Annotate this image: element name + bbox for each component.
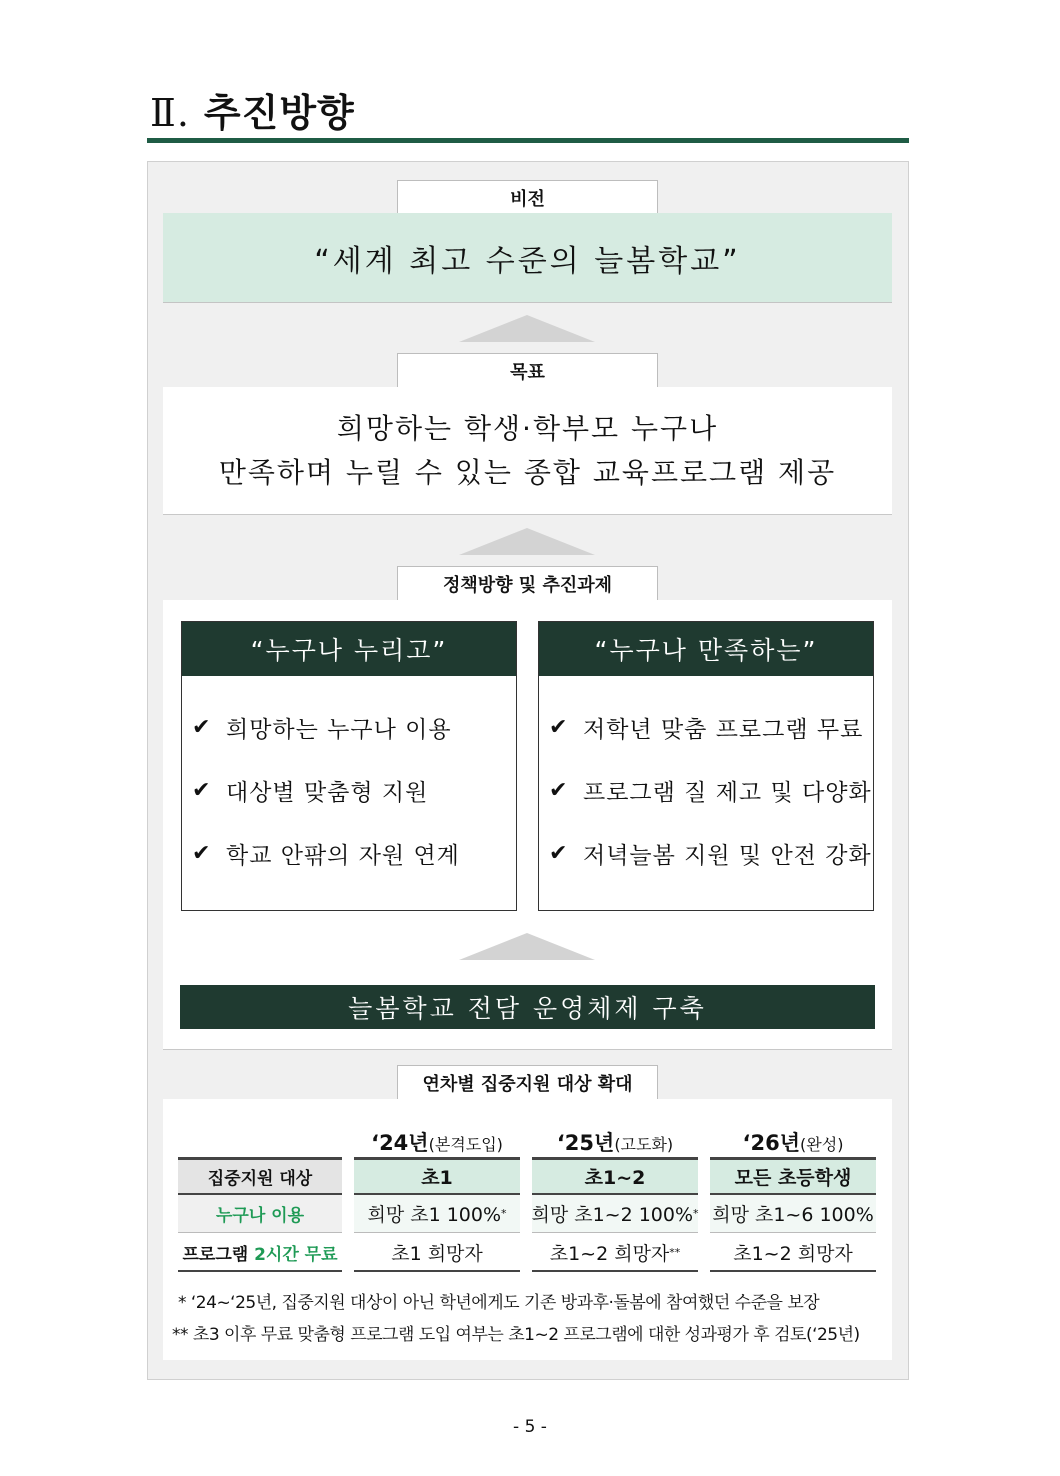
table-cell: 초1 — [354, 1157, 520, 1195]
table-cell: 초1 희망자 — [354, 1234, 520, 1272]
vision-text: “세계 최고 수준의 늘봄학교” — [314, 243, 741, 279]
title-underline — [147, 138, 909, 143]
goal-line-1: 희망하는 학생·학부모 누구나 — [336, 411, 719, 445]
list-item: ✔ 학교 안팎의 자원 연계 — [192, 841, 460, 869]
section-title — [150, 82, 355, 137]
goal-line-2: 만족하며 누릴 수 있는 종합 교육프로그램 제공 — [218, 455, 837, 489]
page-number: - 5 - — [513, 1417, 547, 1437]
check-icon: ✔ — [192, 778, 212, 803]
table-cell: 모든 초등학생 — [710, 1157, 876, 1195]
up-arrow-icon — [459, 933, 595, 960]
up-arrow-icon — [459, 528, 595, 555]
year-header: ‘25년(고도화) — [556, 1131, 674, 1155]
goal-band — [163, 387, 892, 515]
policy-box-right — [538, 621, 874, 911]
list-item: ✔ 프로그램 질 제고 및 다양화 — [549, 778, 872, 806]
table-cell: 희망 초1~2 100% * — [532, 1195, 698, 1233]
policy-tab: 정책방향 및 추진과제 — [397, 566, 658, 600]
vision-band — [163, 213, 892, 303]
up-arrow-icon — [459, 315, 595, 342]
table-cell: 초1~2 — [532, 1157, 698, 1195]
year-header: ‘24년(본격도입) — [371, 1131, 503, 1155]
table-cell: 초1~2 희망자 ** — [532, 1234, 698, 1272]
year-header: ‘26년(완성) — [742, 1131, 844, 1155]
row-label-target: 집중지원 대상 — [178, 1157, 342, 1195]
table-cell: 희망 초1~6 100% — [710, 1195, 876, 1233]
policy-box-left — [181, 621, 517, 911]
list-item: ✔ 희망하는 누구나 이용 — [192, 715, 452, 743]
check-icon: ✔ — [549, 778, 569, 803]
table-cell: 희망 초1 100% * — [354, 1195, 520, 1233]
policy-box-right-title: “누구나 만족하는” — [539, 622, 873, 676]
list-item: ✔ 대상별 맞춤형 지원 — [192, 778, 429, 806]
list-item: ✔ 저학년 맞춤 프로그램 무료 — [549, 715, 864, 743]
expansion-tab: 연차별 집중지원 대상 확대 — [397, 1065, 658, 1099]
foundation-text: 늘봄학교 전담 운영체제 구축 — [348, 994, 707, 1023]
table-cell: 초1~2 희망자 — [710, 1234, 876, 1272]
footnote-2: ** 초3 이후 무료 맞춤형 프로그램 도입 여부는 초1~2 프로그램에 대한 성과평가 후 검토(‘25년) — [172, 1325, 860, 1345]
vision-tab: 비전 — [397, 180, 658, 214]
section-number: Ⅱ. — [150, 91, 190, 135]
goal-tab: 목표 — [397, 353, 658, 387]
section-title-text: 추진방향 — [203, 91, 355, 135]
policy-box-left-title: “누구나 누리고” — [182, 622, 516, 676]
footnote-1: * ‘24~‘25년, 집중지원 대상이 아닌 학년에게도 기존 방과후·돌봄에 참여했던 수준을 보장 — [178, 1293, 820, 1313]
check-icon: ✔ — [549, 841, 569, 866]
row-label-anyone: 누구나 이용 — [178, 1195, 342, 1233]
check-icon: ✔ — [192, 715, 212, 740]
foundation-bar — [180, 985, 875, 1029]
list-item: ✔ 저녁늘봄 지원 및 안전 강화 — [549, 841, 872, 869]
row-label-free: 프로그램 2시간 무료 — [178, 1234, 342, 1272]
check-icon: ✔ — [549, 715, 569, 740]
check-icon: ✔ — [192, 841, 212, 866]
